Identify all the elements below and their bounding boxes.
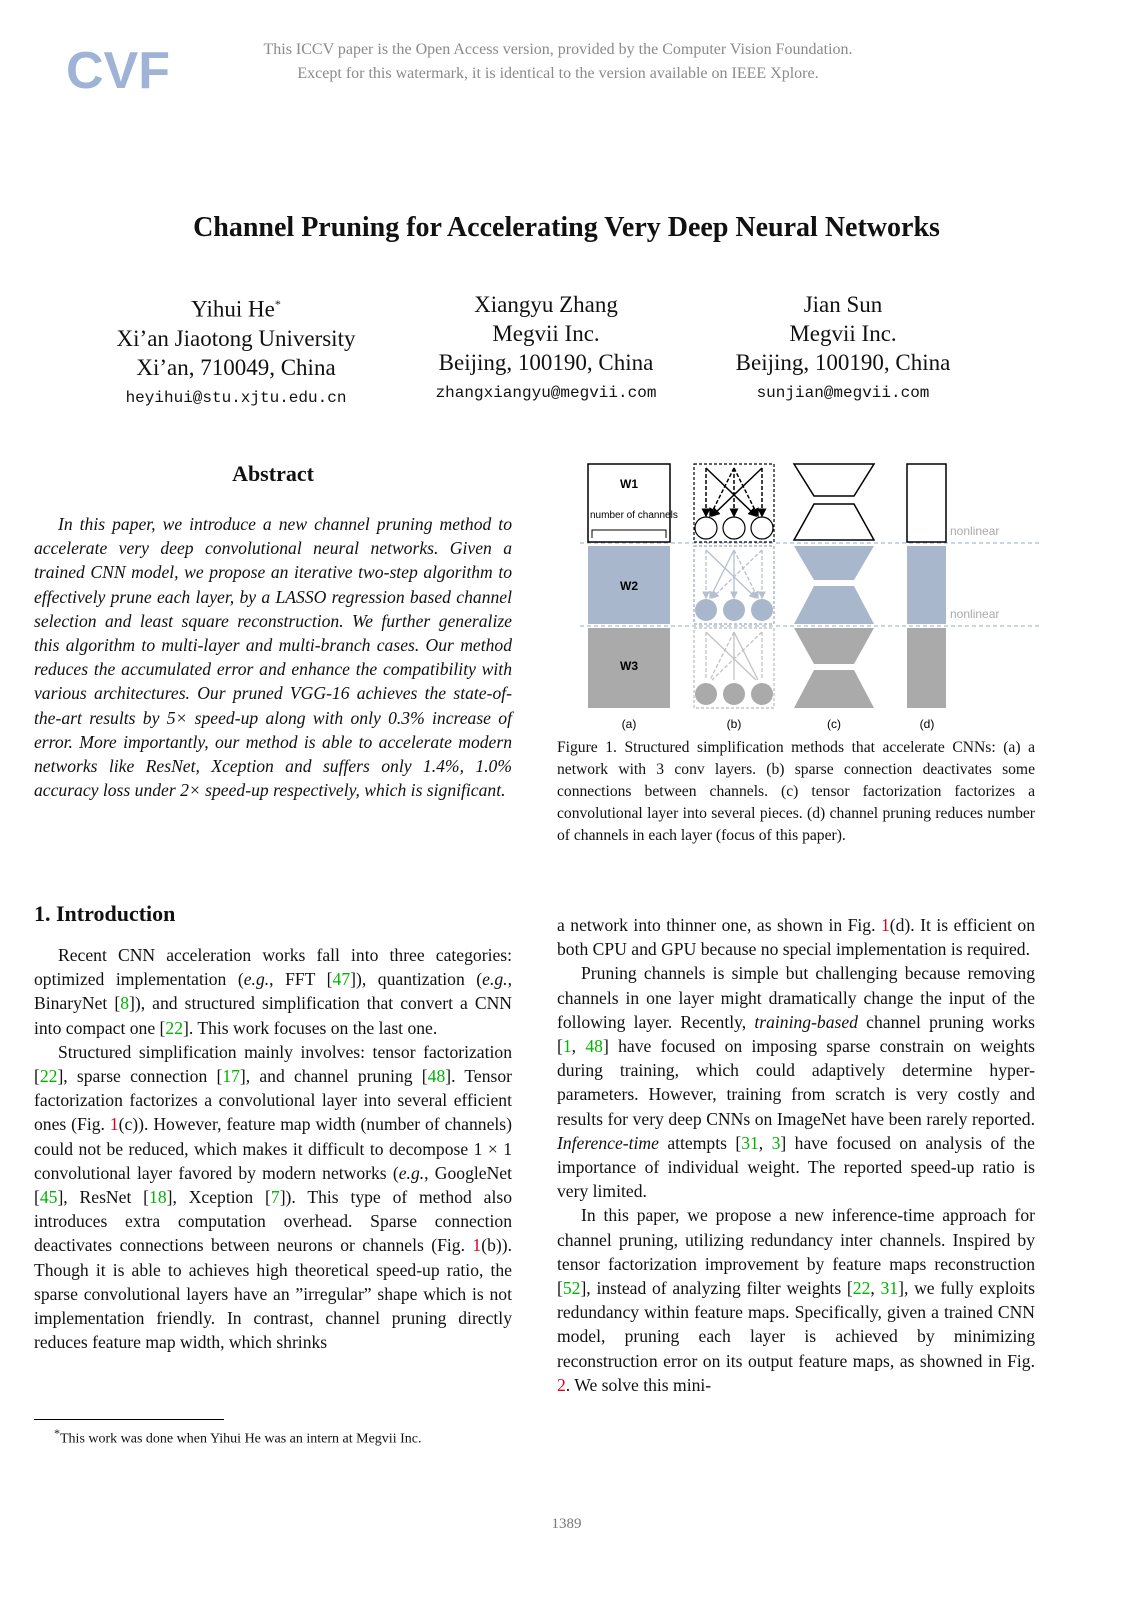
neuron-3-1 (695, 683, 717, 705)
neuron-1-1 (695, 517, 717, 539)
author-address: Beijing, 100190, China (735, 350, 951, 375)
factor-2a (794, 546, 874, 580)
factor-3a (794, 628, 874, 664)
author-name: Jian Sun (803, 292, 883, 317)
citation-link[interactable]: 17 (222, 1066, 240, 1087)
cvf-logo (66, 38, 170, 100)
watermark-text (168, 38, 948, 86)
channels-label: number of channels (590, 510, 678, 521)
citation-link[interactable]: 45 (39, 1187, 58, 1208)
page-number: 1389 (551, 1516, 582, 1532)
intro-paragraph-4: In this paper, we propose a new inference-time approach for channel pruning, utilizing redundancy inter channels. Inspired by tensor factorization improvement by feature maps reconstruction [52], instead of analyzing filter weights [22, 31], we fully exploits redundancy within feature maps. Specifically, given a trained CNN model, pruning each layer is achieved by minimizing reconstruction error on its output feature maps, as showned in Fig. 2. We solve this mini- (557, 1205, 1035, 1395)
factor-1b (794, 504, 874, 540)
author-block-2 (381, 290, 711, 408)
factor-2b (794, 586, 874, 624)
citation-link[interactable]: 22 (852, 1278, 871, 1299)
neuron-1-2 (723, 517, 745, 539)
sublabel-d: (d) (919, 717, 935, 731)
citation-link[interactable]: 48 (585, 1036, 603, 1057)
author-name: Yihui He (191, 296, 275, 322)
intro-paragraph-1: Recent CNN acceleration works fall into three categories: optimized implementation (e.g., FFT [47]), quantization (e.g., BinaryNet [8]), and structured simplification that convert a CNN into compact one [22]. This work focuses on the last one. (34, 945, 513, 1038)
section-heading-introduction: 1. Introduction (34, 901, 176, 926)
author-address: Xi’an, 710049, China (136, 354, 336, 380)
author-address: Beijing, 100190, China (438, 350, 654, 375)
intro-paragraph-2-cont: a network into thinner one, as shown in Fig. 1(d). It is efficient on both CPU and GPU because no special implementation is required. (557, 915, 1035, 960)
figure-ref-link[interactable]: 1 (880, 915, 890, 935)
citation-link[interactable]: 52 (562, 1278, 581, 1299)
citation-link[interactable]: 3 (771, 1132, 781, 1153)
neuron-2-3 (751, 599, 773, 621)
citation-link[interactable]: 18 (149, 1187, 167, 1208)
watermark-line-2: Except for this watermark, it is identical to the version available on IEEE Xplore. (297, 65, 819, 82)
neuron-1-3 (751, 517, 773, 539)
figure-1 (580, 458, 1040, 733)
citation-link[interactable]: 8 (120, 993, 129, 1014)
neuron-2-2 (723, 599, 745, 621)
nonlinear-label-1: nonlinear (950, 524, 1000, 538)
paper-title: Channel Pruning for Accelerating Very Deep Neural Networks (193, 212, 940, 243)
author-block-3 (678, 290, 1008, 408)
svg-text:CVF: CVF (66, 42, 170, 100)
figure-1-caption: Figure 1. Structured simplification methods that accelerate CNNs: (a) a network with 3 conv layers. (b) sparse connection deactivates some connections between channels. (c) tensor factorization factorizes a convolutional layer into several pieces. (d) channel pruning reduces number of channels in each layer (focus of this paper). (557, 739, 1035, 844)
figure-ref-link[interactable]: 2 (557, 1374, 566, 1395)
neuron-3-2 (723, 683, 745, 705)
neuron-2-1 (695, 599, 717, 621)
sublabel-b: (b) (726, 717, 742, 731)
w2-label: W2 (620, 579, 638, 593)
figure-ref-link[interactable]: 1 (109, 1114, 119, 1135)
citation-link[interactable]: 1 (562, 1036, 572, 1057)
abstract-text: In this paper, we introduce a new channel pruning method to accelerate very deep convolutional neural networks. Given a trained CNN model, we propose an iterative two-step algorithm to effectively prune each layer, by a LASSO regression based channel selection and least square reconstruction. We further generalize this algorithm to multi-layer and multi-branch cases. Our method reduces the accumulated error and enhance the compatibility with various architectures. Our pruned VGG-16 achieves the state-of-the-art results by 5× speed-up along with only 0.3% increase of error. More importantly, our method is able to accelerate modern networks like ResNet, Xception and suffers only 1.4%, 1.0% accuracy loss under 2× speed-up respectively, which is significant. (34, 514, 512, 801)
footnote-rule (34, 1419, 224, 1420)
author-affiliation: Megvii Inc. (789, 321, 897, 346)
footnote (34, 1423, 512, 1450)
sparse-arrows-3 (706, 632, 762, 680)
nonlinear-label-2: nonlinear (950, 607, 1000, 621)
footnote-mark: * (54, 1426, 60, 1440)
author-footnote-mark: * (274, 297, 281, 311)
pruned-block-2 (907, 546, 946, 624)
citation-link[interactable]: 31 (741, 1132, 759, 1153)
author-block-1 (71, 290, 401, 413)
pruned-block-1 (907, 464, 946, 542)
factor-3b (794, 670, 874, 708)
citation-link[interactable]: 22 (165, 1017, 184, 1038)
citation-link[interactable]: 22 (39, 1066, 58, 1087)
right-column-text (557, 913, 1035, 1397)
citation-link[interactable]: 7 (270, 1187, 280, 1208)
sparse-arrows-2 (706, 550, 762, 598)
citation-link[interactable]: 31 (880, 1278, 899, 1299)
neuron-3-3 (751, 683, 773, 705)
author-affiliation: Xi’an Jiaotong University (116, 325, 356, 351)
intro-paragraph-3: Pruning channels is simple but challenging because removing channels in one layer might dramatically change the input of the following layer. Recently, training-based channel pruning works [1, 48] have focused on imposing sparse constrain on weights during training, which could adaptively determine hyper-parameters. However, training from scratch is very costly and results for very deep CNNs on ImageNet have been rarely reported. Inference-time attempts [31, 3] have focused on analysis of the importance of individual weight. The reported speed-up ratio is very limited. (557, 963, 1035, 1202)
factor-1a (794, 464, 874, 496)
intro-paragraph-2: Structured simplification mainly involves: tensor factorization [22], sparse connection [17], and channel pruning [48]. Tensor factorization factorizes a convolutional layer into several efficient ones (Fig. 1(c)). However, feature map width (number of channels) could not be reduced, which makes it difficult to decompose 1 × 1 convolutional layer favored by modern networks (e.g., GoogleNet [45], ResNet [18], Xception [7]). This type of method also introduces extra computation overhead. Sparse connection deactivates connections between neurons or channels (Fig. 1(b)). Though it is able to achieves high theoretical speed-up ratio, the sparse convolutional layers have an ”irregular” shape which is not implementation friendly. In contrast, channel pruning directly reduces feature map width, which shrinks (34, 1041, 512, 1353)
watermark-line-1: This ICCV paper is the Open Access version, provided by the Computer Vision Foundation. (263, 41, 853, 58)
left-column-text (34, 943, 512, 1354)
pruned-block-3 (907, 628, 946, 708)
sparse-arrows-1 (706, 468, 762, 516)
sublabel-a: (a) (621, 717, 637, 731)
author-affiliation: Megvii Inc. (492, 321, 600, 346)
author-name: Xiangyu Zhang (474, 292, 618, 317)
author-email[interactable]: heyihui@stu.xjtu.edu.cn (125, 388, 347, 407)
figure-ref-link[interactable]: 1 (472, 1235, 482, 1256)
sublabel-c: (c) (827, 717, 841, 731)
citation-link[interactable]: 48 (427, 1066, 446, 1087)
author-email[interactable]: zhangxiangyu@megvii.com (435, 384, 657, 402)
abstract-heading: Abstract (232, 461, 314, 486)
author-email[interactable]: sunjian@megvii.com (756, 384, 930, 402)
w1-label: W1 (620, 477, 638, 491)
citation-link[interactable]: 47 (332, 969, 351, 990)
w3-label: W3 (620, 659, 638, 673)
footnote-text: This work was done when Yihui He was an intern at Megvii Inc. (60, 1431, 422, 1447)
